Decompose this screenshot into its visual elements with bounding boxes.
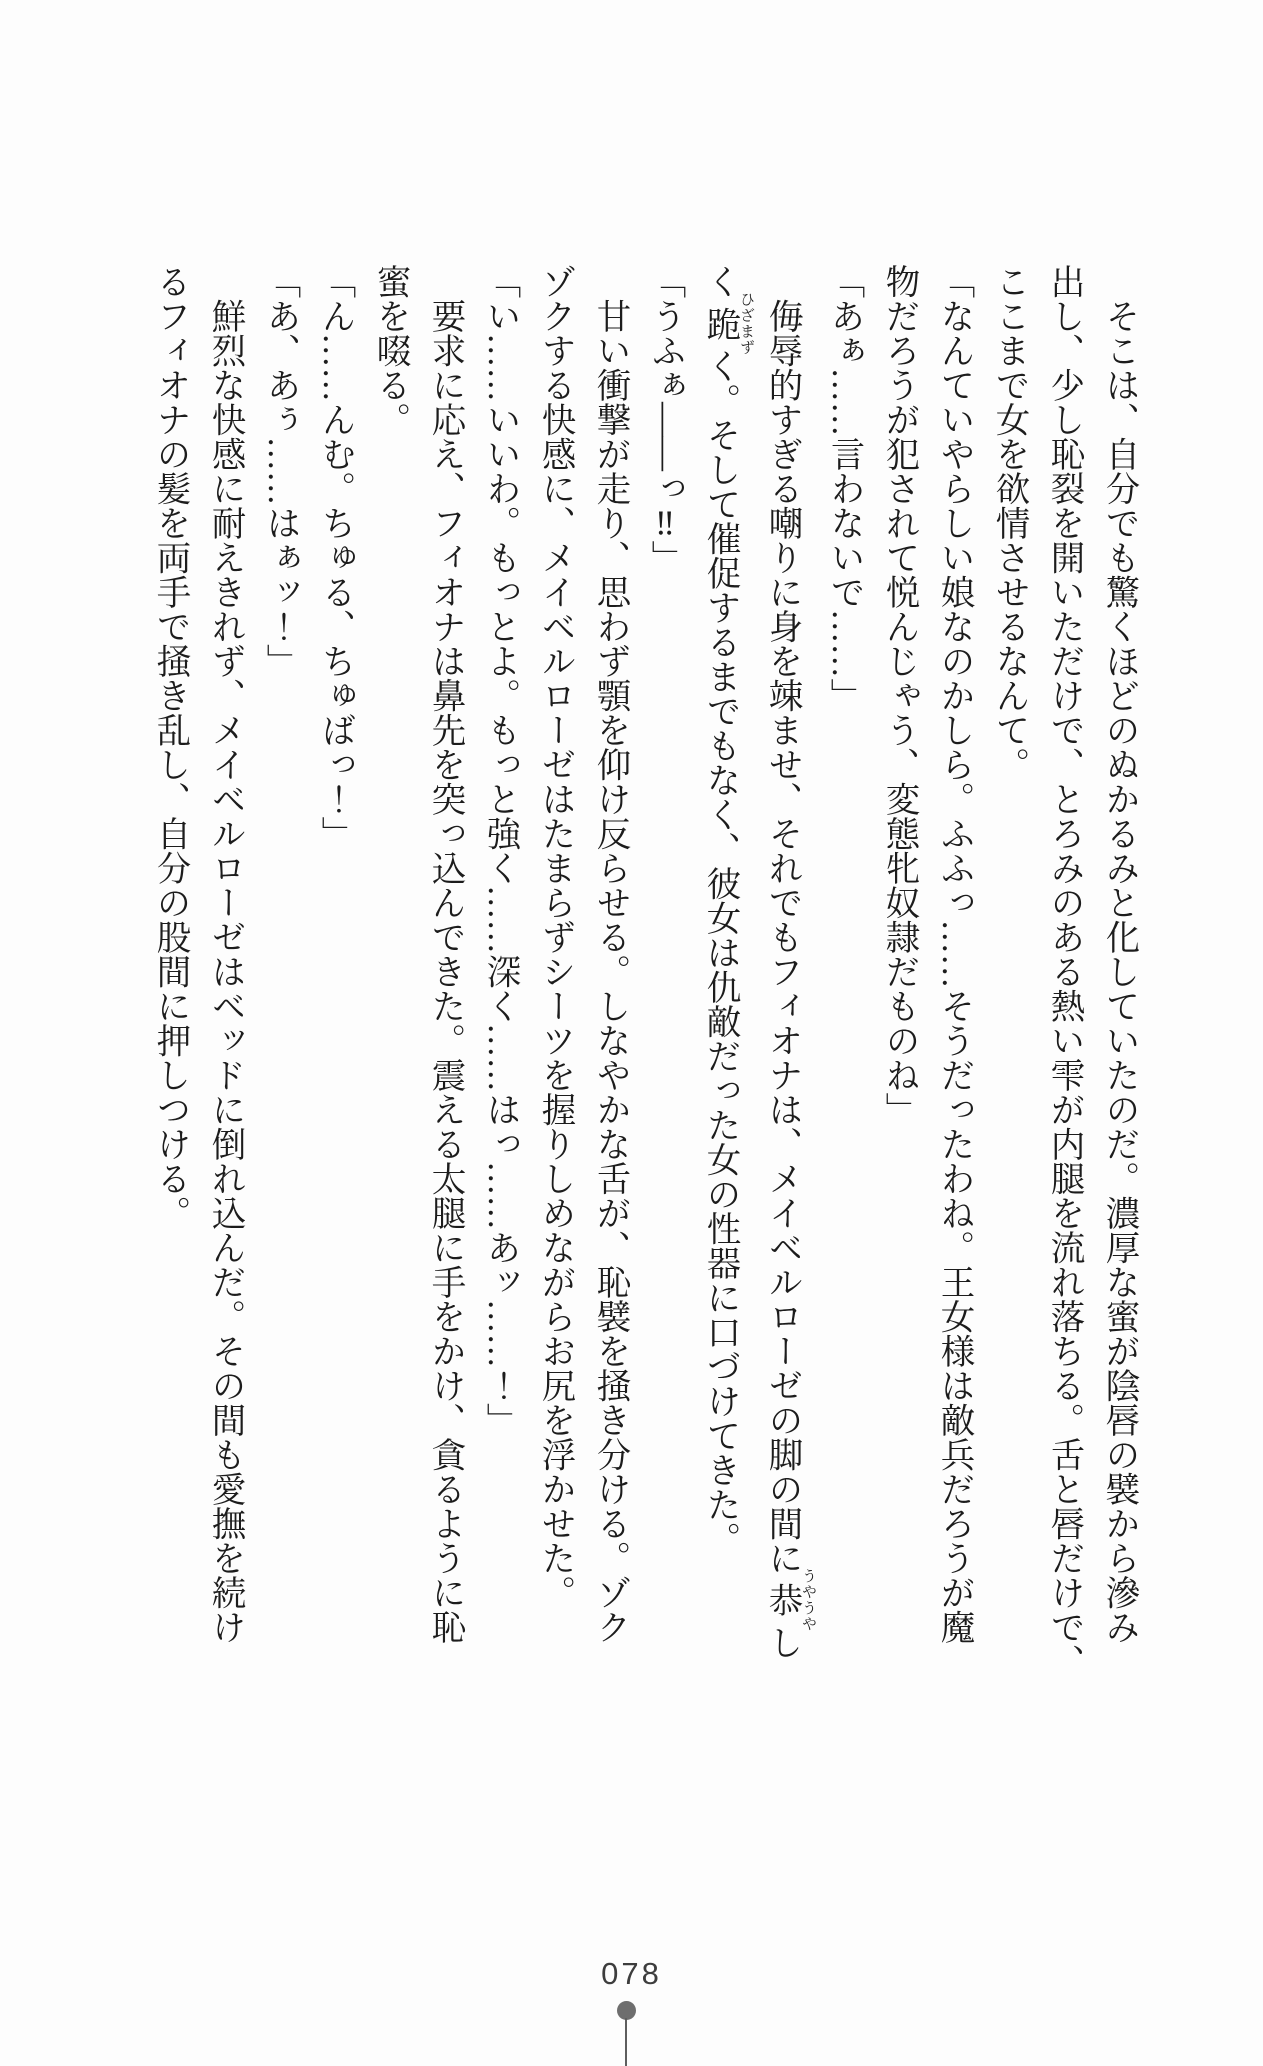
text-line: 出し、少し恥裂を開いただけで、とろみのある熱い雫が内腿を流れ落ちる。舌と唇だけで、	[1045, 264, 1083, 1679]
upright-glyph: ‼	[655, 505, 675, 540]
text-line: く跪 ひざまずく。そして催促するまでもなく、彼女は仇敵だった女の性器に口づけてきた。	[701, 264, 754, 1556]
text-line: ここまで女を欲情させるなんて。	[990, 264, 1028, 782]
text-line: 物だろうが犯されて悦んじゃう、変態牝奴隷だものね」	[880, 264, 918, 1127]
ruby-annotated-text: 跪 ひざまず	[701, 291, 754, 356]
text-line: ゾクする快感に、メイベルローゼはたまらずシーツを握りしめながらお尻を浮かせた。	[536, 264, 574, 1610]
text-line: 「ん……んむ。ちゅる、ちゅばっ！」	[316, 264, 354, 851]
page-text	[142, 264, 1146, 1679]
text-line: 「あぁ……言わないで……」	[825, 264, 863, 713]
text-line: 「あ、あぅ……はぁッ！」	[261, 264, 299, 678]
text-line: 「なんていやらしい娘なのかしら。ふふっ……そうだったわね。王女様は敵兵だろうが魔	[935, 264, 973, 1644]
text-line: るフィオナの髪を両手で掻き乱し、自分の股間に押しつける。	[151, 264, 189, 1230]
text-line: そこは、自分でも驚くほどのぬかるみと化していたのだ。濃厚な蜜が陰唇の襞から滲み	[1100, 264, 1138, 1644]
page-marker-line	[625, 2018, 627, 2066]
text-line: 蜜を啜る。	[371, 264, 409, 437]
text-line: 甘い衝撃が走り、思わず顎を仰け反らせる。しなやかな舌が、恥襞を掻き分ける。ゾク	[591, 264, 629, 1644]
ruby-annotated-text: 恭 うやうや	[763, 1568, 816, 1632]
text-line: 「い……いいわ。もっとよ。もっと強く……深く……はっ……あッ……！」	[481, 264, 519, 1437]
text-line: 侮辱的すぎる嘲りに身を竦ませ、それでもフィオナは、メイベルローゼの脚の間に恭 うやうやし	[763, 264, 816, 1660]
text-line: 鮮烈な快感に耐えきれず、メイベルローゼはベッドに倒れ込んだ。その間も愛撫を続け	[206, 264, 244, 1644]
text-line: 要求に応え、フィオナは鼻先を突っ込んできた。震える太腿に手をかけ、貪るように恥	[426, 264, 464, 1644]
page-number: 078	[601, 1956, 662, 1991]
text-line: 「うふぁ――っ‼」	[646, 264, 684, 575]
